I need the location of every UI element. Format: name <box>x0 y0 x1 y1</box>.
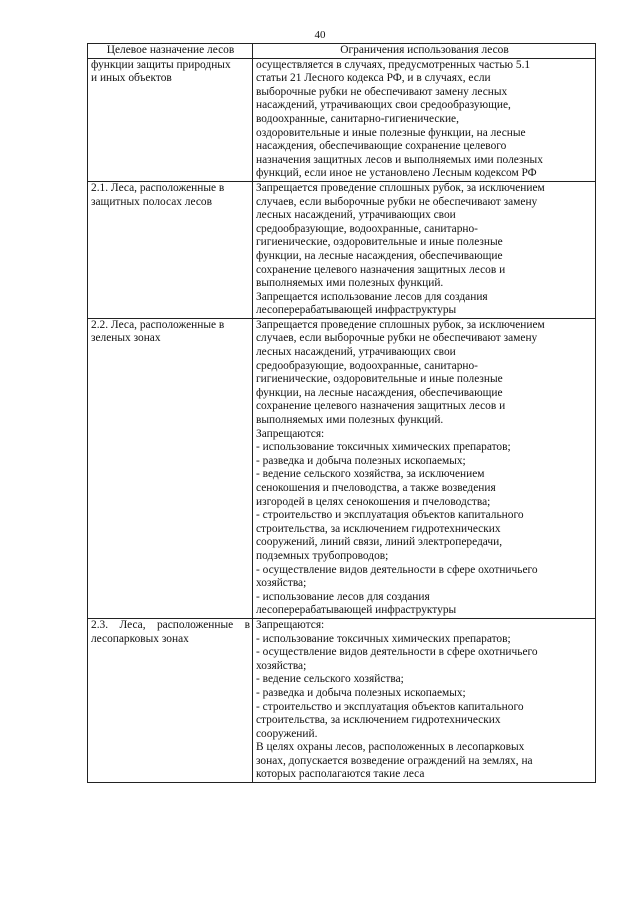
text-line: лесоперерабатывающей инфраструктуры <box>256 604 457 617</box>
text-line: и иных объектов <box>91 72 172 85</box>
text-line: подземных трубопроводов; <box>256 549 389 562</box>
text-line: сенокошения и пчеловодства, а также возведения <box>256 482 496 494</box>
page-number: 40 <box>314 29 326 41</box>
table-row <box>88 181 596 318</box>
text-line: В целях охраны лесов, расположенных в лесопарковых <box>256 741 525 754</box>
text-line: строительства, за исключением гидротехнических <box>256 714 501 727</box>
table-row <box>88 618 596 782</box>
text-line: защитных полосах лесов <box>91 195 212 208</box>
text-line: изгородей в целях сенокошения и пчеловодства; <box>256 495 491 508</box>
text-line: выполняемых ими полезных функций. <box>256 414 444 427</box>
text-line: хозяйства; <box>256 659 307 672</box>
text-line: - ведение сельского хозяйства, за исключением <box>256 468 485 481</box>
text-line: назначения защитных лесов и выполняемых ими полезных <box>256 153 543 166</box>
text-line: - использование токсичных химических препаратов; <box>256 632 511 645</box>
text-line: функции, на лесные насаждения, обеспечивающие <box>256 249 503 262</box>
text-line: Запрещаются: <box>256 618 325 631</box>
text-line: сохранение целевого назначения защитных лесов и <box>256 400 506 413</box>
text-line: - строительство и эксплуатация объектов капитального <box>256 509 524 522</box>
text-line: функций, если иное не установлено Лесным кодексом РФ <box>256 167 537 180</box>
text-line: оздоровительные и иные полезные функции, на лесные <box>256 126 526 139</box>
purpose-cell <box>88 618 253 782</box>
text-line: - осуществление видов деятельности в сфере охотничьего <box>256 646 538 659</box>
text-line: хозяйства; <box>256 577 307 590</box>
text-line: статьи 21 Лесного кодекса РФ, и в случаях, если <box>256 72 491 85</box>
text-line: - ведение сельского хозяйства; <box>256 673 404 686</box>
text-line: лесоперерабатывающей инфраструктуры <box>256 304 457 317</box>
text-line: сохранение целевого назначения защитных лесов и <box>256 263 506 276</box>
text-line: случаев, если выборочные рубки не обеспечивают замену <box>256 195 538 208</box>
text-line: насаждений, утрачивающих свои средообразующие, <box>256 99 511 112</box>
text-line: насаждения, обеспечивающие сохранение целевого <box>256 140 507 153</box>
purpose-cell <box>88 58 253 181</box>
forest-restrictions-table <box>87 43 596 783</box>
text-line: 2.1. Леса, расположенные в <box>91 181 225 194</box>
text-line: средообразующие, водоохранные, санитарно- <box>256 222 478 235</box>
purpose-cell <box>88 181 253 318</box>
text-line: зонах, допускается возведение ограждений на землях, на <box>256 754 533 767</box>
text-line: случаев, если выборочные рубки не обеспечивают замену <box>256 332 538 345</box>
text-line: водоохранные, санитарно-гигиенические, <box>256 112 459 125</box>
text-line: Запрещаются: <box>256 427 325 440</box>
text-line: выполняемых ими полезных функций. <box>256 277 444 290</box>
text-line: гигиенические, оздоровительные и иные полезные <box>256 373 503 386</box>
restrictions-cell <box>253 618 596 782</box>
text-line: - использование лесов для создания <box>256 590 430 603</box>
text-line: - использование токсичных химических препаратов; <box>256 441 511 454</box>
table-row <box>88 58 596 181</box>
text-line: - разведка и добыча полезных ископаемых; <box>256 686 466 699</box>
text-line: Запрещается проведение сплошных рубок, за исключением <box>256 181 545 194</box>
text-line: Запрещается использование лесов для создания <box>256 290 488 303</box>
header-purpose: Целевое назначение лесов <box>88 44 253 59</box>
text-line: лесопарковых зонах <box>91 632 189 645</box>
text-line: лесных насаждений, утрачивающих свои <box>256 209 456 222</box>
table-row <box>88 318 596 618</box>
restrictions-cell <box>253 58 596 181</box>
text-line: лесных насаждений, утрачивающих свои <box>256 346 456 359</box>
text-line: которых располагаются такие леса <box>256 768 425 781</box>
header-restrictions: Ограничения использования лесов <box>253 44 596 59</box>
purpose-cell <box>88 318 253 618</box>
text-line: 2.2. Леса, расположенные в <box>91 318 225 331</box>
text-line: сооружений. <box>256 727 318 740</box>
text-line: - строительство и эксплуатация объектов капитального <box>256 700 524 713</box>
text-line: функции, на лесные насаждения, обеспечивающие <box>256 386 503 399</box>
restrictions-cell <box>253 318 596 618</box>
text-line: - осуществление видов деятельности в сфере охотничьего <box>256 563 538 576</box>
text-line: осуществляется в случаях, предусмотренных частью 5.1 <box>256 58 531 71</box>
text-line: сооружений, линий связи, линий электропередачи, <box>256 536 503 549</box>
text-line: выборочные рубки не обеспечивают замену лесных <box>256 85 508 98</box>
text-line: Запрещается проведение сплошных рубок, за исключением <box>256 318 545 331</box>
text-line: средообразующие, водоохранные, санитарно- <box>256 359 478 372</box>
text-line: 2.3. Леса, расположенные в <box>91 618 250 631</box>
text-line: - разведка и добыча полезных ископаемых; <box>256 454 466 467</box>
restrictions-cell <box>253 181 596 318</box>
text-line: зеленых зонах <box>91 332 161 345</box>
text-line: строительства, за исключением гидротехнических <box>256 522 501 535</box>
table-header-row <box>88 44 596 59</box>
text-line: функции защиты природных <box>91 58 231 71</box>
text-line: гигиенические, оздоровительные и иные полезные <box>256 236 503 249</box>
